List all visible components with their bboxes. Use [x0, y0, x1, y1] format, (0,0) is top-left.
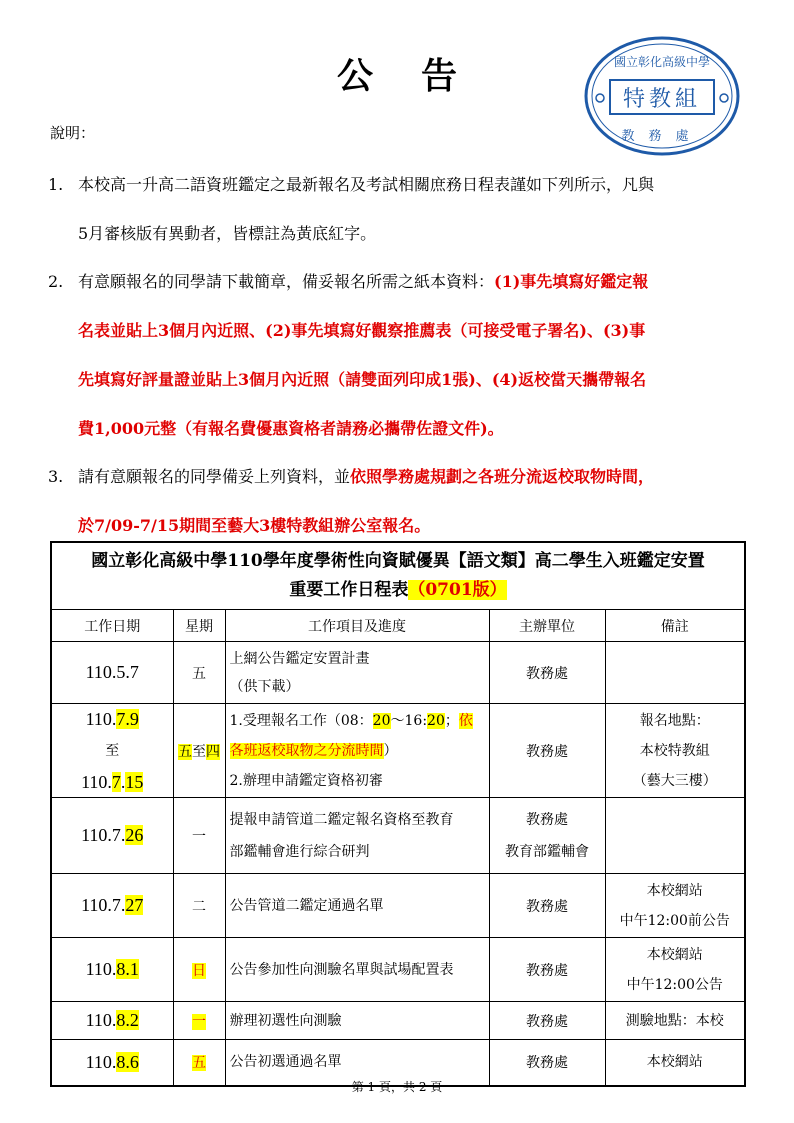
seal-stamp	[582, 32, 742, 160]
page-title: 公告	[336, 55, 505, 97]
paragraph-2: 2. 有意願報名的同學請下載簡章，備妥報名所需之紙本資料：(1)事先填寫好鑑定報 名表並貼上3個月內近照、(2)事先填寫好觀察推薦表（可接受電子署名)、(3)事 先填寫好評量證並貼上3個月內近照（請雙面列印成1張)、(4)返校當天攜帶報名 費1,000元整（有報名費優惠資格者請務必攜帶佐證文件)。	[48, 257, 748, 453]
paragraph-3: 3. 請有意願報名的同學備妥上列資料，並依照學務處規劃之各班分流返校取物時間， 於7/09-7/15期間至藝大3樓特教組辦公室報名。	[48, 452, 748, 550]
paragraph-1: 1. 本校高一升高二語資班鑑定之最新報名及考試相關庶務日程表謹如下列所示，凡與 5月審核版有異動者，皆標註為黃底紅字。	[48, 160, 748, 258]
seal-bottom-text: 教務處	[621, 129, 703, 144]
table-row: 110.8.2 一 辦理初選性向測驗 教務處 測驗地點：本校	[51, 1002, 745, 1040]
table-row: 110.7.26 一 提報申請管道二鑑定報名資格至教育 部鑑輔會進行綜合研判 教務處 教育部鑑輔會	[51, 798, 745, 874]
table-row: 110.5.7 五 上網公告鑑定安置計畫 （供下載） 教務處	[51, 642, 745, 704]
paragraph-number: 3.	[48, 467, 64, 486]
table-row: 110.7.27 二 公告管道二鑑定通過名單 教務處 本校網站 中午12:00前公告	[51, 874, 745, 938]
intro-label: 說明：	[50, 124, 96, 142]
paragraph-number: 2.	[48, 272, 64, 291]
table-caption: 國立彰化高級中學110學年度學術性向資賦優異【語文類】高二學生入班鑑定安置 重要工作日程表（0701版）	[51, 542, 745, 610]
paragraph-number: 1.	[48, 175, 64, 194]
seal-top-text: 國立彰化高級中學	[613, 55, 711, 69]
table-row: 110.7.9 至 110.7.15 五至四 1.受理報名工作（08：20～16:20；依 各班返校取物之分流時間） 2.辦理申請鑑定資格初審 教務處 報名地點： 本校特教組 （藝大三樓）	[51, 704, 745, 798]
table-row: 110.8.1 日 公告參加性向測驗名單與試場配置表 教務處 本校網站 中午12:00公告	[51, 938, 745, 1002]
table-row: 110.8.6 五 公告初選通過名單 教務處 本校網站	[51, 1040, 745, 1086]
page-footer: 第 1 頁，共 2 頁	[351, 1080, 443, 1094]
table-header-row: 工作日期 星期 工作項目及進度 主辦單位 備註	[51, 610, 745, 642]
schedule-table	[50, 541, 746, 1087]
seal-center-text: 特教組	[622, 87, 702, 112]
